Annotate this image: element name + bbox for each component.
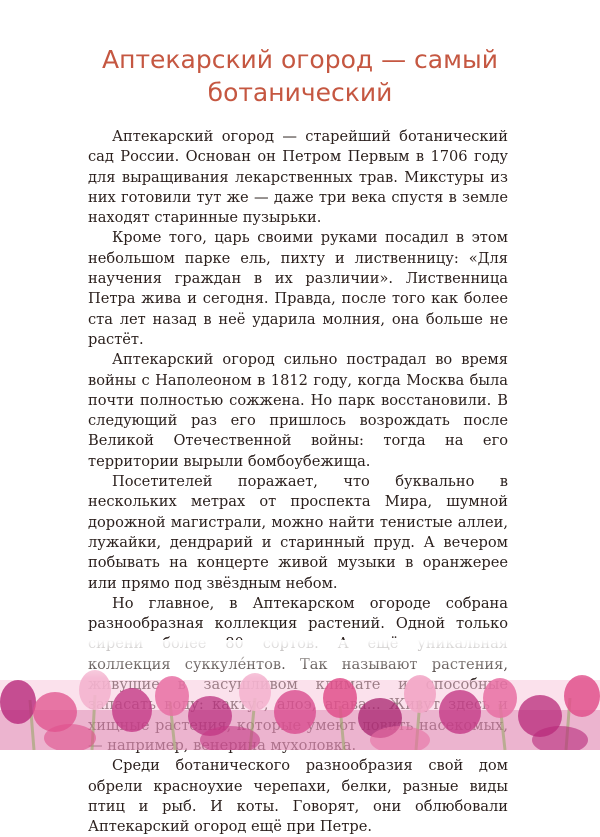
paragraph-5: Но главное, в Аптекарском огороде собрана разнообразная коллекция растений. Одной только xyxy=(88,594,508,633)
tulip-flowers-illustration xyxy=(0,640,600,750)
paragraph-2: Кроме того, царь своими руками посадил в этом небольшом парке ель, пихту и лиственницу: «Для научения граждан в их различии». Лиственница Петра жива и сегодня. Правда, после того как более ста лет назад в неё ударила молния, она больше не растёт. xyxy=(88,229,508,348)
page-title xyxy=(70,43,530,109)
page-title-line-2: ботанический xyxy=(207,78,393,107)
paragraph-3: Аптекарский огород сильно пострадал во время войны с Наполеоном в 1812 году, когда Москва была почти полностью сожжена. Но парк восстановили. В следующий раз его пришлось возрождать после Великой Отечественной войны: тогда на его территории вырыли бомбоубежища. xyxy=(88,351,508,470)
paragraph-6: Среди ботанического разнообразия свой дом обрели красноухие черепахи, белки, разные виды птиц и рыб. И коты. Говорят, они облюбовали Аптекарский огород ещё при Петре. xyxy=(88,757,508,836)
page-title-line-1: Аптекарский огород — самый xyxy=(102,45,498,74)
paragraph-4: Посетителей поражает, что буквально в нескольких метрах от проспекта Мира, шумной дорожной магистрали, можно найти тенистые аллеи, лужайки, дендрарий и старинный пруд. А вечером побывать на концерте живой музыки в оранжерее или прямо под звёздным небом. xyxy=(88,473,508,592)
paragraph-1: Аптекарский огород — старейший ботанический сад России. Основан он Петром Первым в 1706 году для выращивания лекарственных трав. Микстуры из них готовили тут же — даже три века спустя в земле находят старинные пузырьки. xyxy=(88,128,508,227)
